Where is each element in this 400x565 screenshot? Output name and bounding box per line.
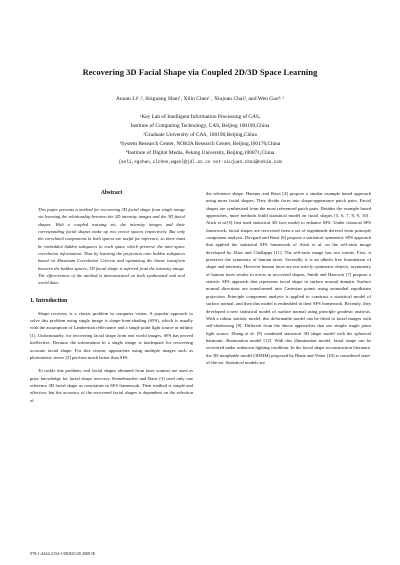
abstract-heading: Abstract [100, 190, 123, 196]
left-column [30, 190, 193, 404]
abstract-text: This paper presents a method for recovering 3D facial shape from single image via learning the relationship between the 2D intensity images and the 3D facial shapes. With a coupled training set, the intensity images and their corresponding facial shapes make up two vector spaces respectively. But only the correlated components in both spaces are useful for inference, so there must be embedded hidden subspaces in each space which preserve the inter-space correlation information. Thus by learning the projection onto hidden subspaces based on Maximum Correlation Criteria and optimizing the linear transform between the hidden spaces, 3D facial shape is inferred from the intensity image. The effectiveness of the method is demonstrated on both synthesized and real world data. [38, 207, 185, 286]
affiliation-line: ¹Key Lab of Intelligent Information Processing of CAS, [139, 114, 261, 120]
affiliations [0, 113, 400, 168]
introduction-heading: 1. Introduction [30, 297, 68, 304]
right-column [206, 190, 371, 366]
intro-paragraph-1: Shape recovery is a classic problem in computer vision. A popular approach to solve this problem using single image is shape-from-shading (SFS), which is usually with the assumption of Lambertian reflectance and a single point light source at infinity [1]. Unfortunately, for recovering facial shape from real world images, SFS has proved ineffective. Because the information in a single image is inadequate for recovering accurate facial shape. For this reason, approaches using multiple images such as photometric stereo [2] perform much better than SFS. [30, 310, 193, 360]
affiliation-line: ²Graduate University of CAS, 100190,Beijing,China [143, 132, 257, 139]
copyright-footer: 978-1-4244-2154-1/08/$25.00 2008 IE [30, 551, 96, 556]
affiliation-line: Institute of Computing Technology, CAS, Beijing 100190,China [130, 123, 270, 130]
affiliation-line: ⁴Institute of Digital Media, Peking University, Beijing,100871,China [125, 150, 275, 157]
right-column-text: the reference shape. Hassner and Basri [4] propose a similar example based approach using more facial shapes. They divide faces into shape-appearance patch pairs. Facial shapes are synthesized from the most referenced patch pairs. Besides the example based approaches, more methods build statistical model on facial shapes [5, 6, 7, 8, 9, 10] . Atick et al.[5] first used statistical 3D face model to enhance SFS. Under classical SFS framework, facial shapes are recovered from a set of eigenheads derived from principle component analysis. Dovgard and Basri [6] propose a statistical symmetric SFS approach that applied the statistical SFS framework of Atick et al. on the self-ratio image developed by Zhao and Chellappa [11]. The self-ratio image has two merits. First, it preserves the symmetry of human faces. Secondly, it is an albedo free formulation of shape and intensity. However human faces are not strictly symmetric objects, asymmetry of human faces results in errors in recovered shapes. Smith and Hancock [7] propose a statistic SFS approach that represents facial shape in surface normal domain. Surface normal directions are transformed into Cartesian points using azimuthal equidistant projection. Principle component analysis is applied to construct a statistical model of surface normal, and then this model is embedded in their SFS framework. Recently, they developed a new statistical model of surface normal using principle geodesic analysis. With a robust statistic model, this deformable model can be fitted to facial images with self-shadowing [8]. Different from the above approaches that use simple single point light source, Zhang et al. [9] combined statistical 3D shape model with the spherical harmonic illumination model [12]. With this illumination model, facial shape can be recovered under unknown lighting condition. In the facial shape reconstruction literature, the 3D morphable model (3DMM) proposed by Blanz and Vetter [10] is considered state-of-the-art. Statistical models are [206, 191, 371, 365]
author-emails: {anli,sgshan,xlchen,wgao}@jdl.ac.cn ext-xiujuan.chai@nokia.com [118, 160, 282, 166]
intro-paragraph-2: To tackle this problem, real facial shapes obtained from laser scanner are used as prior knowledge for facial shape recovery. Kemelmacher and Basri [3] used only one reference 3D facial shape as constraints in SFS framework. Their method is simple and effective, but the accuracy of the recovered facial shapes is dependent on the selection of [30, 368, 193, 403]
author-list: Annan Li¹˒², Shiguang Shan¹, Xilin Chen¹ , Xiujuan Chai³, and Wen Gao⁴˒¹ [115, 96, 285, 102]
affiliation-line: ³System Research Center, NOKIA Research Center, Beijing,100176,China [119, 141, 281, 148]
paper-title: Recovering 3D Facial Shape via Coupled 2D/3D Space Learning [82, 68, 318, 77]
